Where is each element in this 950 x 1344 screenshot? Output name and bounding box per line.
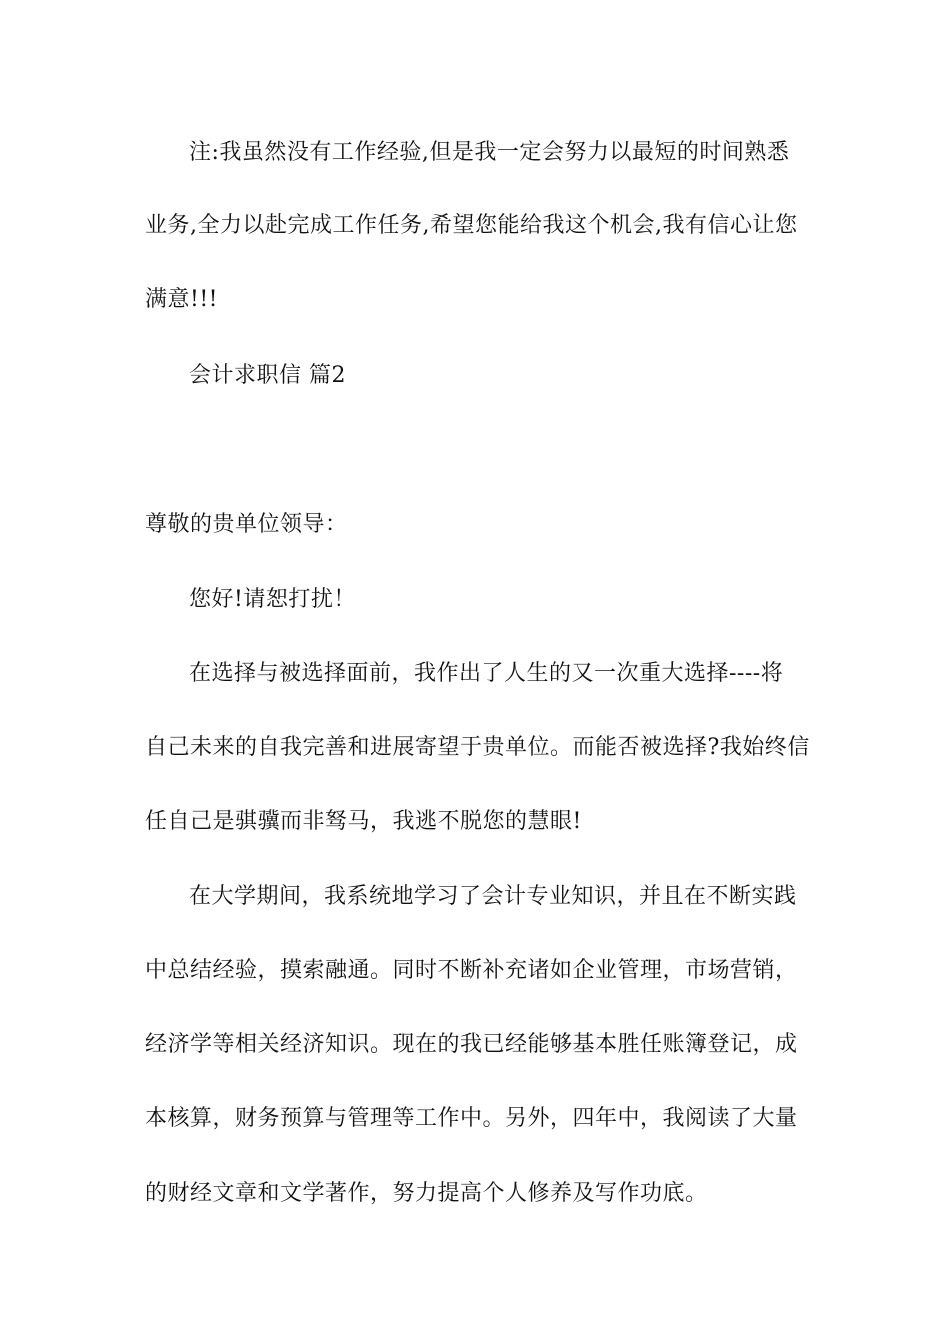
paragraph-note-line-2: 业务,全力以赴完成工作任务,希望您能给我这个机会,我有信心让您 [145, 213, 798, 238]
paragraph-1-line-3: 任自己是骐骥而非驽马，我逃不脱您的慧眼! [145, 809, 582, 834]
paragraph-note-line-1: 注:我虽然没有工作经验,但是我一定会努力以最短的时间熟悉 [189, 140, 790, 165]
salutation: 尊敬的贵单位领导： [145, 512, 348, 537]
section-heading: 会计求职信 篇2 [189, 363, 346, 388]
paragraph-2-line-5: 的财经文章和文学著作，努力提高个人修养及写作功底。 [145, 1181, 708, 1206]
paragraph-2-line-3: 经济学等相关经济知识。现在的我已经能够基本胜任账簿登记，成 [145, 1032, 798, 1057]
paragraph-2-line-4: 本核算，财务预算与管理等工作中。另外，四年中，我阅读了大量 [145, 1106, 798, 1131]
paragraph-2-line-2: 中总结经验，摸索融通。同时不断补充诸如企业管理，市场营销， [145, 958, 798, 983]
paragraph-note-line-3: 满意!!! [145, 287, 219, 312]
paragraph-1-line-2: 自己未来的自我完善和进展寄望于贵单位。而能否被选择?我始终信 [145, 735, 810, 760]
greeting: 您好!请恕打扰！ [189, 587, 356, 612]
paragraph-2-line-1: 在大学期间，我系统地学习了会计专业知识，并且在不断实践 [189, 884, 797, 909]
paragraph-1-line-1: 在选择与被选择面前，我作出了人生的又一次重大选择----将 [189, 661, 784, 686]
